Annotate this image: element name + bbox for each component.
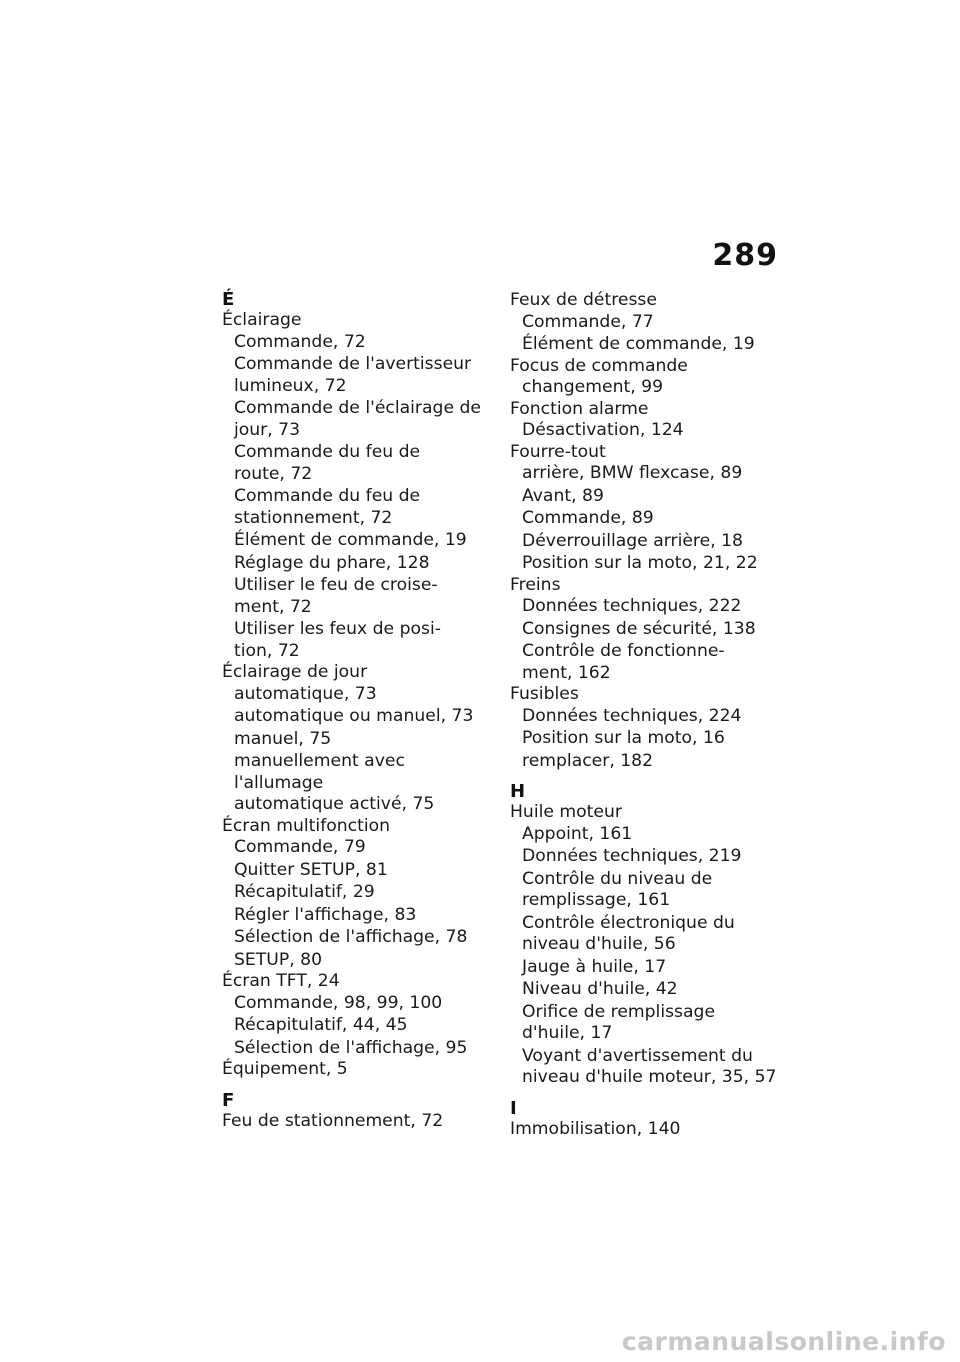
index-subentry: jour, 73 — [234, 419, 301, 440]
index-entry — [510, 442, 780, 575]
index-subentry: Commande de l'avertisseur — [234, 354, 472, 374]
index-subentry: Avant, 89 — [522, 485, 604, 506]
index-subentry: manuel, 75 — [234, 728, 332, 749]
index-entry — [510, 684, 780, 772]
page-number: 289 — [712, 238, 778, 273]
index-subentry: Appoint, 161 — [522, 823, 633, 844]
index-subentry: Déverrouillage arrière, 18 — [522, 530, 743, 551]
index-entry — [222, 1111, 497, 1133]
index-entry — [222, 662, 497, 816]
index-subentry: Niveau d'huile, 42 — [522, 979, 678, 999]
index-subentry: lumineux, 72 — [234, 375, 347, 396]
index-subentry: Position sur la moto, 16 — [522, 728, 725, 748]
index-subentry: Contrôle électronique du — [522, 912, 735, 933]
index-entry — [510, 356, 780, 399]
index-subentry: Consignes de sécurité, 138 — [522, 618, 756, 639]
index-subentry: automatique ou manuel, 73 — [234, 706, 474, 726]
index-term: Immobilisation, 140 — [510, 1118, 681, 1139]
index-letter-heading: É — [222, 289, 235, 310]
index-subentry: niveau d'huile moteur, 35, 57 — [522, 1067, 777, 1087]
index-subentry: Commande, 79 — [234, 837, 366, 857]
index-subentry: ment, 72 — [234, 596, 312, 617]
index-subentry: Commande, 89 — [522, 508, 654, 528]
index-term: Équipement, 5 — [222, 1059, 348, 1079]
index-subentry: Données techniques, 224 — [522, 705, 742, 726]
index-subentry: route, 72 — [234, 463, 313, 484]
index-subentry: Jauge à huile, 17 — [522, 956, 667, 977]
index-subentry: Utiliser le feu de croise- — [234, 575, 438, 595]
index-letter-heading: I — [510, 1097, 517, 1119]
index-entry — [510, 399, 780, 442]
index-entry — [222, 1059, 497, 1081]
index-entry — [510, 802, 780, 1089]
index-entry — [222, 971, 497, 1059]
index-entry — [510, 1119, 780, 1141]
index-subentry: Commande du feu de — [234, 486, 421, 506]
index-subentry: Récapitulatif, 29 — [234, 882, 375, 902]
index-term: Focus de commande — [510, 355, 688, 376]
index-subentry: Sélection de l'affichage, 78 — [234, 927, 468, 947]
index-letter-heading: H — [510, 781, 526, 802]
index-term: Fonction alarme — [510, 398, 649, 419]
index-subentry: arrière, BMW flexcase, 89 — [522, 463, 743, 483]
index-subentry: remplissage, 161 — [522, 890, 671, 910]
index-subentry: changement, 99 — [522, 377, 663, 397]
index-term: Freins — [510, 574, 561, 595]
index-subentry: Élément de commande, 19 — [522, 334, 755, 354]
index-term: Écran TFT, 24 — [222, 971, 340, 991]
watermark-text: carmanualsonline.info — [621, 1327, 946, 1356]
index-subentry: Réglage du phare, 128 — [234, 552, 430, 573]
index-subentry: manuellement avec l'allumage — [234, 751, 405, 793]
index-subentry: Orifice de remplissage — [522, 1001, 716, 1022]
index-subentry: Contrôle de fonctionne- — [522, 641, 725, 661]
index-subentry: automatique, 73 — [234, 683, 377, 704]
index-subentry: niveau d'huile, 56 — [522, 934, 676, 954]
index-subentry: Contrôle du niveau de — [522, 868, 713, 889]
index-subentry: Position sur la moto, 21, 22 — [522, 553, 758, 573]
index-subentry: Données techniques, 219 — [522, 846, 742, 866]
index-term: Fusibles — [510, 684, 579, 704]
index-subentry: d'huile, 17 — [522, 1023, 613, 1043]
index-subentry: Régler l'affichage, 83 — [234, 904, 417, 925]
index-letter-heading: F — [222, 1089, 235, 1111]
index-subentry: stationnement, 72 — [234, 507, 393, 528]
index-subentry: remplacer, 182 — [522, 750, 654, 771]
index-subentry: automatique activé, 75 — [234, 794, 435, 814]
index-term: Écran multifonction — [222, 815, 391, 836]
index-subentry: Élément de commande, 19 — [234, 530, 467, 550]
index-subentry: Commande du feu de — [234, 442, 421, 462]
index-column-left — [222, 290, 497, 1132]
index-term: Feux de détresse — [510, 290, 657, 310]
index-subentry: Sélection de l'affichage, 95 — [234, 1037, 468, 1058]
index-subentry: Voyant d'avertissement du — [522, 1045, 753, 1066]
index-term: Feu de stationnement, 72 — [222, 1110, 444, 1131]
index-entry — [222, 816, 497, 972]
index-subentry: ment, 162 — [522, 662, 611, 683]
index-subentry: Commande, 72 — [234, 331, 366, 352]
index-subentry: Quitter SETUP, 81 — [234, 859, 388, 880]
index-subentry: Utiliser les feux de posi- — [234, 619, 441, 639]
index-term: Fourre-tout — [510, 441, 606, 462]
index-term: Éclairage — [222, 310, 302, 330]
index-subentry: Récapitulatif, 44, 45 — [234, 1015, 408, 1035]
index-subentry: tion, 72 — [234, 640, 300, 661]
index-column-right — [510, 290, 780, 1140]
index-term: Éclairage de jour — [222, 662, 368, 682]
index-entry — [222, 310, 497, 662]
index-subentry: Commande de l'éclairage de — [234, 398, 481, 418]
index-entry — [510, 575, 780, 685]
index-subentry: Commande, 77 — [522, 311, 654, 332]
index-subentry: Commande, 98, 99, 100 — [234, 992, 443, 1013]
index-term: Huile moteur — [510, 802, 622, 822]
index-subentry: Désactivation, 124 — [522, 420, 684, 440]
index-subentry: SETUP, 80 — [234, 949, 323, 970]
index-subentry: Données techniques, 222 — [522, 596, 742, 616]
index-entry — [510, 290, 780, 356]
